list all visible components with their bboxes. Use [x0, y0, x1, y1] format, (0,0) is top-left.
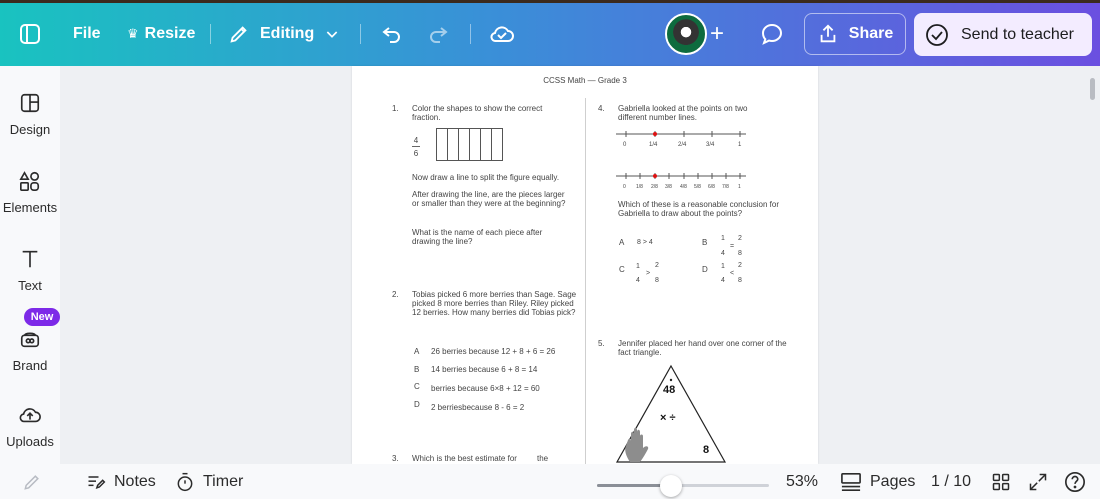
notes-button[interactable] [86, 464, 156, 499]
redo-icon[interactable] [426, 14, 450, 54]
question-number: 5. [598, 339, 605, 348]
timer-icon [175, 472, 195, 492]
pen-icon[interactable] [22, 464, 42, 499]
upload-icon [18, 404, 42, 426]
timer-label: Timer [203, 472, 244, 490]
resize-button[interactable] [127, 14, 195, 54]
comparison-sign: < [730, 270, 735, 277]
sidebar-item-elements[interactable] [0, 170, 60, 215]
fraction-denominator: 4 [721, 277, 725, 284]
hand-icon [620, 426, 658, 464]
question-text: Jennifer placed her hand over one corner of the fact triangle. [618, 339, 787, 357]
fraction-numerator: 2 [738, 235, 742, 242]
sidebar-toggle-icon[interactable] [18, 14, 42, 54]
fraction-denominator: 8 [738, 277, 742, 284]
tick-label: 2/8 [651, 184, 658, 190]
option-text[interactable]: 26 berries because 12 + 8 + 6 = 26 [431, 347, 556, 356]
toolbar-divider [210, 24, 211, 44]
sidebar-item-brand[interactable] [0, 328, 60, 373]
fullscreen-icon[interactable] [1028, 464, 1048, 499]
timer-button[interactable] [175, 464, 243, 499]
pages-button[interactable] [840, 464, 915, 499]
tick-label: 1/8 [636, 184, 643, 190]
tick-label: 6/8 [708, 184, 715, 190]
fraction-rectangle[interactable] [436, 128, 504, 162]
question-number: 3. [392, 454, 399, 463]
sidebar-item-uploads[interactable] [0, 404, 60, 449]
tick-label: 0 [623, 184, 626, 190]
question-text: What is the name of each piece after drawing the line? [412, 228, 543, 246]
fraction-numerator: 2 [738, 262, 742, 269]
brand-icon [19, 328, 41, 350]
worksheet-page[interactable] [352, 66, 818, 464]
fraction-numerator: 2 [655, 262, 659, 269]
question-text: Now draw a line to split the figure equally. [412, 173, 560, 182]
sidebar-item-label: Design [9, 122, 51, 137]
toolbar-divider [470, 24, 471, 44]
vertical-scrollbar[interactable] [1090, 78, 1095, 100]
fraction-denominator: 8 [655, 277, 659, 284]
tick-label: 3/8 [665, 184, 672, 190]
check-circle-icon [925, 23, 949, 47]
chevron-down-icon [324, 26, 340, 42]
add-collaborator-icon[interactable]: + [710, 20, 725, 47]
question-text: After drawing the line, are the pieces larger or smaller than they were at the beginning? [412, 190, 566, 208]
sidebar-item-label: Brand [12, 358, 48, 373]
option-letter: A [414, 347, 420, 356]
question-number: 2. [392, 290, 399, 299]
fraction-denominator: 8 [738, 250, 742, 257]
tick-label: 3/4 [706, 142, 715, 148]
option-letter: B [414, 365, 420, 374]
tick-label: 7/8 [722, 184, 729, 190]
avatar[interactable] [665, 13, 707, 55]
resize-label: Resize [144, 25, 196, 42]
option-letter: C [414, 382, 420, 391]
layout-icon [19, 92, 41, 114]
zoom-slider[interactable] [597, 484, 769, 487]
top-toolbar [0, 0, 1100, 66]
question-text: Tobias picked 6 more berries than Sage. Sage picked 8 more berries than Riley. Riley picked 12 berries. How many berries did Tobias pick? [412, 290, 577, 317]
question-text: Gabriella looked at the points on two different number lines. [618, 104, 748, 122]
fraction-numerator: 1 [636, 263, 640, 270]
fraction-numerator: 1 [721, 263, 725, 270]
column-divider [585, 98, 586, 464]
option-text[interactable]: 2 berriesbecause 8 - 6 = 2 [431, 403, 525, 412]
comment-icon[interactable] [754, 17, 790, 51]
sidebar-item-label: Uploads [6, 434, 54, 449]
design-canvas[interactable] [60, 66, 1100, 464]
pages-icon [840, 472, 862, 492]
fraction-numerator: 4 [413, 136, 419, 145]
shapes-icon [19, 170, 41, 192]
triangle-corner-number: 8 [703, 444, 710, 456]
tick-label: 5/8 [694, 184, 701, 190]
tick-label: 4/8 [680, 184, 687, 190]
undo-icon[interactable] [380, 14, 404, 54]
question-text: Which is the best estimate for [412, 454, 517, 463]
question-number: 1. [392, 104, 399, 113]
pencil-icon [228, 23, 250, 45]
fraction-denominator: 4 [636, 277, 640, 284]
zoom-slider-handle[interactable] [660, 475, 682, 497]
share-button[interactable] [804, 13, 906, 55]
question-text: the [537, 454, 549, 463]
comparison-sign: > [646, 270, 651, 277]
option-text[interactable]: 14 berries because 6 + 8 = 14 [431, 365, 538, 374]
text-icon [19, 248, 41, 270]
sidebar-item-design[interactable] [0, 92, 60, 137]
option-letter: D [414, 400, 420, 409]
bottom-toolbar [0, 464, 1100, 499]
send-to-teacher-button[interactable] [914, 13, 1092, 56]
question-text: Color the shapes to show the correct fraction. [412, 104, 543, 122]
triangle-operations: × ÷ [660, 412, 676, 424]
zoom-level[interactable]: 53% [786, 472, 819, 490]
share-icon [817, 23, 839, 45]
comparison-sign: = [730, 243, 735, 250]
option-text[interactable]: 8 > 4 [637, 239, 653, 246]
question-number: 4. [598, 104, 605, 113]
tick-label: 1/4 [649, 142, 658, 148]
page-header: CCSS Math — Grade 3 [543, 76, 627, 85]
sidebar-item-label: Text [18, 278, 42, 293]
editing-mode-button[interactable] [228, 14, 340, 54]
tick-label: 1 [738, 142, 742, 148]
share-label: Share [848, 25, 894, 42]
grid-view-icon[interactable] [991, 464, 1011, 499]
option-letter: D [702, 265, 708, 274]
option-letter: B [702, 238, 708, 247]
fraction-denominator: 6 [413, 149, 419, 158]
fraction-bar [412, 146, 420, 147]
file-menu-button[interactable]: File [73, 25, 101, 42]
sidebar-item-text[interactable] [0, 248, 60, 293]
fraction-denominator: 4 [721, 250, 725, 257]
option-letter: A [619, 238, 625, 247]
triangle-top-number: 48 [663, 384, 676, 396]
tick-label: 1 [738, 184, 741, 190]
tick-label: 0 [623, 142, 627, 148]
cloud-saved-icon[interactable] [489, 14, 515, 54]
notes-icon [86, 472, 106, 492]
question-text: Which of these is a reasonable conclusion for Gabriella to draw about the points? [618, 200, 779, 218]
option-text[interactable]: berries because 6×8 + 12 = 60 [431, 384, 540, 393]
crown-icon: ♛ [127, 26, 139, 41]
option-letter: C [619, 265, 625, 274]
help-icon[interactable] [1064, 464, 1086, 499]
tick-label: 2/4 [678, 142, 687, 148]
page-counter: 1 / 10 [931, 472, 972, 490]
toolbar-divider [360, 24, 361, 44]
new-badge: New [24, 308, 60, 326]
fraction-numerator: 1 [721, 235, 725, 242]
pages-label: Pages [870, 472, 916, 490]
sidebar-item-label: Elements [2, 200, 58, 215]
send-label: Send to teacher [961, 25, 1074, 43]
editing-label: Editing [260, 25, 315, 42]
notes-label: Notes [114, 472, 156, 490]
